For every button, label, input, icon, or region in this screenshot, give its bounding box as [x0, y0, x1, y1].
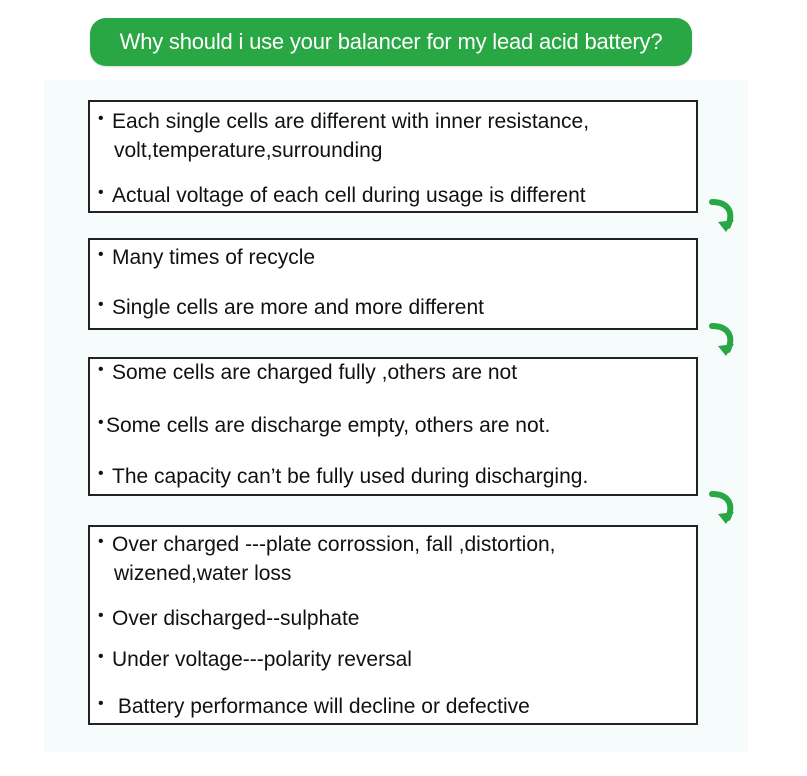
list-item-text: Battery performance will decline or defective: [112, 695, 530, 718]
list-item: [98, 243, 690, 272]
curved-arrow-icon: [706, 322, 738, 358]
info-box-4: [88, 525, 698, 725]
page-title: Why should i use your balancer for my lead acid battery?: [90, 18, 692, 66]
list-item-text: Under voltage---polarity reversal: [112, 648, 412, 671]
list-item: [98, 181, 690, 210]
list-item: [98, 604, 690, 633]
bullet-icon: •: [98, 361, 104, 378]
list-item-text: Single cells are more and more different: [112, 296, 484, 319]
list-item-text: Actual voltage of each cell during usage is different: [112, 184, 586, 207]
list-item: [98, 462, 690, 491]
list-item: [98, 530, 690, 588]
info-box-1: [88, 100, 698, 213]
list-item: [98, 358, 690, 387]
list-item-text: Some cells are discharge empty, others are not.: [106, 414, 551, 437]
list-item: [98, 411, 690, 440]
list-item: [98, 692, 690, 721]
bullet-icon: •: [98, 648, 104, 665]
list-item-text: Many times of recycle: [112, 246, 316, 269]
info-box-2: [88, 238, 698, 330]
bullet-icon: •: [98, 296, 104, 313]
curved-arrow-icon: [706, 198, 738, 234]
bullet-icon: •: [98, 533, 104, 550]
list-item-text: Some cells are charged fully ,others are not: [112, 361, 518, 384]
bullet-icon: •: [98, 110, 104, 127]
list-item-text-continued: wizened,water loss: [114, 562, 292, 585]
list-item-text: Over charged ---plate corrossion, fall ,distortion,: [112, 533, 556, 556]
list-item: [98, 645, 690, 674]
info-box-3: [88, 357, 698, 496]
bullet-icon: •: [98, 607, 104, 624]
list-item-text-continued: volt,temperature,surrounding: [114, 139, 383, 162]
bullet-icon: •: [98, 695, 104, 712]
list-item: [98, 107, 690, 165]
bullet-icon: •: [98, 246, 104, 263]
list-item-text: The capacity can’t be fully used during discharging.: [112, 465, 589, 488]
bullet-icon: •: [98, 184, 104, 201]
bullet-icon: •: [98, 414, 104, 431]
bullet-icon: •: [98, 465, 104, 482]
curved-arrow-icon: [706, 490, 738, 526]
list-item-text: Each single cells are different with inner resistance,: [112, 110, 590, 133]
list-item: [98, 293, 690, 322]
list-item-text: Over discharged--sulphate: [112, 607, 360, 630]
